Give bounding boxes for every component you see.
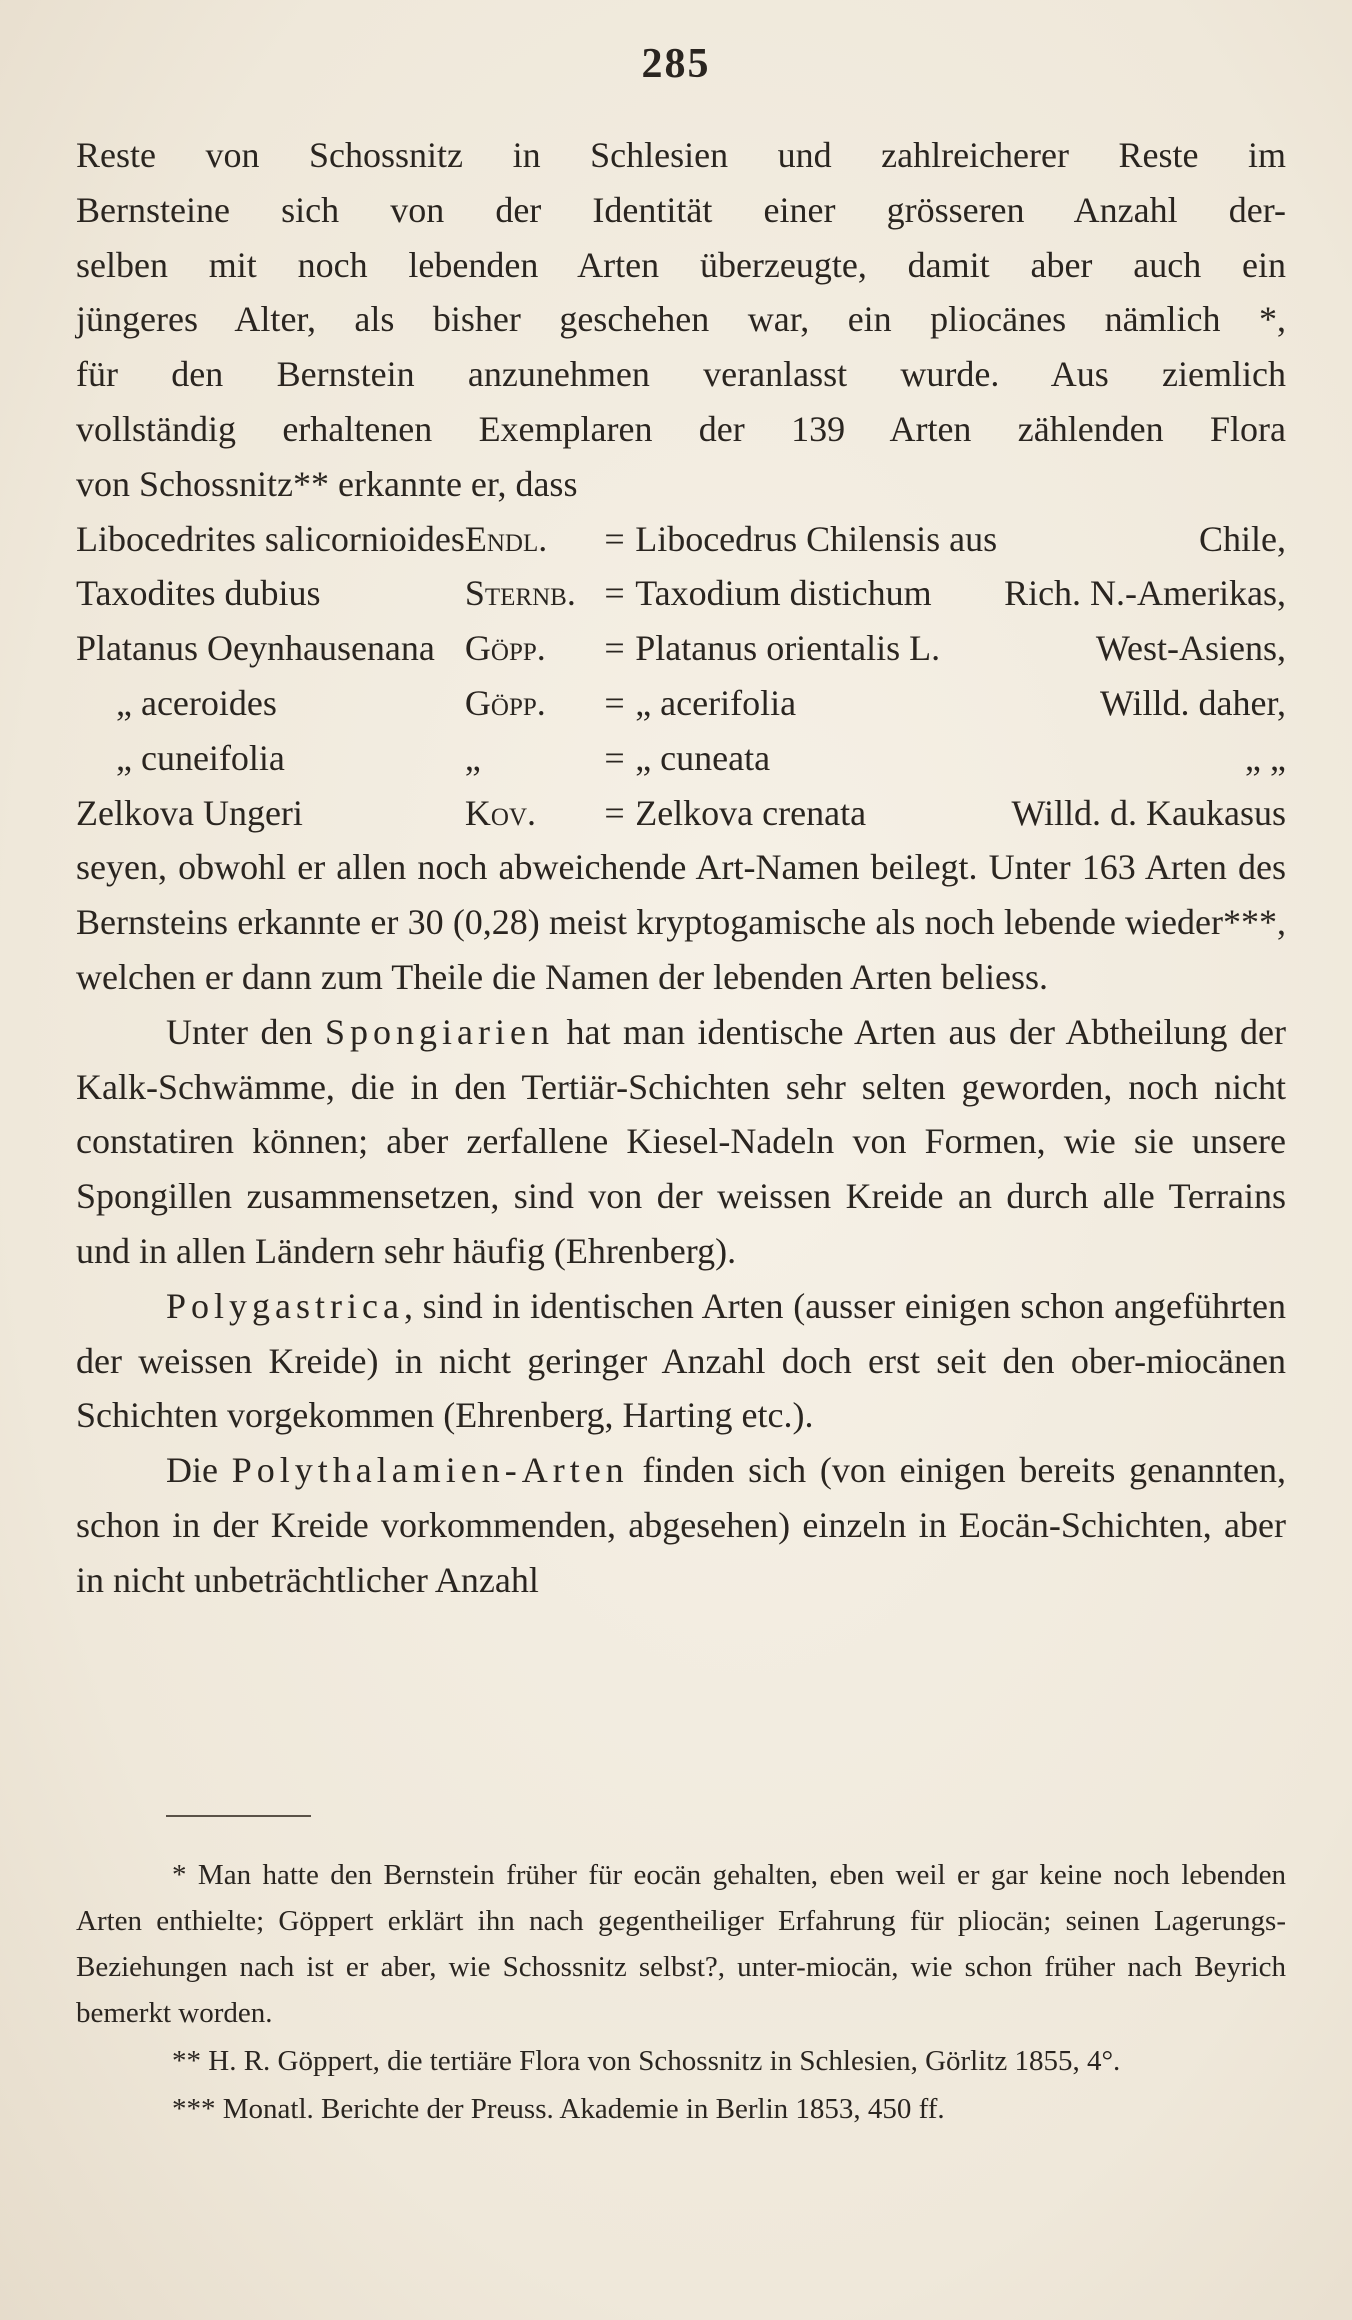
equals-sign: = bbox=[604, 792, 625, 833]
paragraph-text: finden sich (von einigen bereits genannten, schon in der Kreide vorkommenden, abgesehen) einzeln in Eocän-Schichten, aber in nicht unbeträchtlicher Anzahl bbox=[76, 1450, 1287, 1600]
text-line: für den Bernstein anzunehmen veranlasst wurde. Aus ziemlich bbox=[76, 354, 1286, 395]
text-line: selben mit noch lebenden Arten überzeugte, damit aber auch ein bbox=[76, 244, 1286, 285]
author: Kov. bbox=[464, 792, 536, 833]
author: Sternb. bbox=[464, 573, 576, 614]
paragraph-1-lines bbox=[76, 128, 1286, 512]
paragraph-polygastrica bbox=[76, 1279, 1286, 1443]
species-comparison-table bbox=[76, 512, 1286, 841]
species-row bbox=[76, 512, 1286, 567]
equals-sign: = bbox=[604, 628, 625, 669]
species-row bbox=[76, 566, 1286, 621]
living-name: „ cuneata bbox=[635, 737, 771, 778]
footnote-3: *** Monatl. Berichte der Preuss. Akademie in Berlin 1853, 450 ff. bbox=[172, 2093, 945, 2125]
text-line: von Schossnitz** erkannte er, dass bbox=[76, 463, 578, 504]
fossil-name: „ aceroides bbox=[116, 682, 277, 723]
footnotes bbox=[76, 1852, 1286, 2134]
region: West-Asiens, bbox=[1095, 628, 1286, 669]
equals-sign: = bbox=[604, 518, 625, 559]
paragraph-text: , sind in identischen Arten (ausser einigen schon angeführten der weissen Kreide) in nicht geringer Anzahl doch erst seit den ober-miocänen Schichten vorgekommen (Ehrenberg, Harting etc.). bbox=[76, 1285, 1286, 1436]
species-row bbox=[76, 621, 1286, 676]
species-row bbox=[76, 731, 1286, 786]
paragraph-polythalamien bbox=[76, 1443, 1286, 1607]
term-polygastrica: Polygastrica bbox=[166, 1285, 404, 1326]
fossil-name: Libocedrites salicornioides bbox=[76, 518, 465, 559]
author: Göpp. bbox=[464, 682, 546, 723]
living-name: „ acerifolia bbox=[635, 682, 797, 723]
equals-sign: = bbox=[604, 573, 625, 614]
region: Willd. daher, bbox=[1099, 682, 1286, 723]
region: Willd. d. Kaukasus bbox=[1011, 792, 1286, 833]
living-name: Taxodium distichum bbox=[635, 573, 932, 614]
fossil-name: Zelkova Ungeri bbox=[76, 792, 303, 833]
fossil-name: Platanus Oeynhausenana bbox=[76, 628, 435, 669]
text-line: Reste von Schossnitz in Schlesien und zahlreicherer Reste im bbox=[76, 135, 1286, 175]
footnote-separator bbox=[166, 1815, 311, 1817]
region: „ „ bbox=[1245, 737, 1286, 778]
text-line: jüngeres Alter, als bisher geschehen war, ein pliocänes nämlich *, bbox=[76, 299, 1286, 340]
equals-sign: = bbox=[604, 737, 625, 778]
footnote-1: * Man hatte den Bernstein früher für eocän gehalten, eben weil er gar keine noch lebenden Arten enthielte; Göppert erklärt ihn nach gegentheiliger Erfahrung für pliocän; seinen Lagerungs-Beziehungen nach ist er aber, wie Schossnitz selbst?, unter-miocän, wie schon früher nach Beyrich bemerkt worden. bbox=[76, 1859, 1286, 2029]
fossil-name: „ cuneifolia bbox=[116, 737, 285, 778]
term-polythalamien: Polythalamien-Arten bbox=[231, 1450, 629, 1491]
text-line: vollständig erhaltenen Exemplaren der 139 Arten zählenden Flora bbox=[76, 408, 1286, 449]
fossil-name: Taxodites dubius bbox=[76, 573, 321, 614]
paragraph-1-end: seyen, obwohl er allen noch abweichende Art-Namen beilegt. Unter 163 Arten des Bernsteins erkannte er 30 (0,28) meist kryptogamische als noch lebende wieder***, welchen er dann zum Theile die Namen der lebenden Arten beliess. bbox=[76, 847, 1286, 997]
paragraph-lead: Unter den bbox=[166, 1011, 313, 1052]
paragraph-spongiarien bbox=[76, 1005, 1286, 1279]
equals-sign: = bbox=[604, 682, 625, 723]
main-text bbox=[76, 128, 1286, 1608]
page-number: 285 bbox=[641, 41, 711, 87]
author: Göpp. bbox=[464, 628, 546, 669]
paragraph-text: hat man identische Arten aus der Abtheilung der Kalk-Schwämme, die in den Tertiär-Schichten sehr selten geworden, noch nicht constatiren können; aber zerfallene Kiesel-Nadeln von Formen, wie sie unsere Spongillen zusammensetzen, sind von der weissen Kreide an durch alle Terrains und in allen Ländern sehr häufig (Ehrenberg). bbox=[76, 1011, 1287, 1271]
term-spongiarien: Spongiarien bbox=[325, 1011, 554, 1052]
species-row bbox=[76, 786, 1286, 841]
living-name: Platanus orientalis L. bbox=[635, 628, 941, 669]
region: Chile, bbox=[1199, 518, 1286, 559]
living-name: Zelkova crenata bbox=[635, 792, 867, 833]
author: Endl. bbox=[464, 518, 548, 559]
living-name: Libocedrus Chilensis aus bbox=[635, 518, 998, 559]
region: Rich. N.-Amerikas, bbox=[1004, 573, 1286, 614]
paragraph-lead: Die bbox=[166, 1450, 218, 1491]
footnote-2: ** H. R. Göppert, die tertiäre Flora von Schossnitz in Schlesien, Görlitz 1855, 4°. bbox=[172, 2045, 1121, 2077]
species-row bbox=[76, 676, 1286, 731]
author: „ bbox=[464, 737, 481, 778]
text-line: Bernsteine sich von der Identität einer grösseren Anzahl der- bbox=[76, 189, 1286, 230]
